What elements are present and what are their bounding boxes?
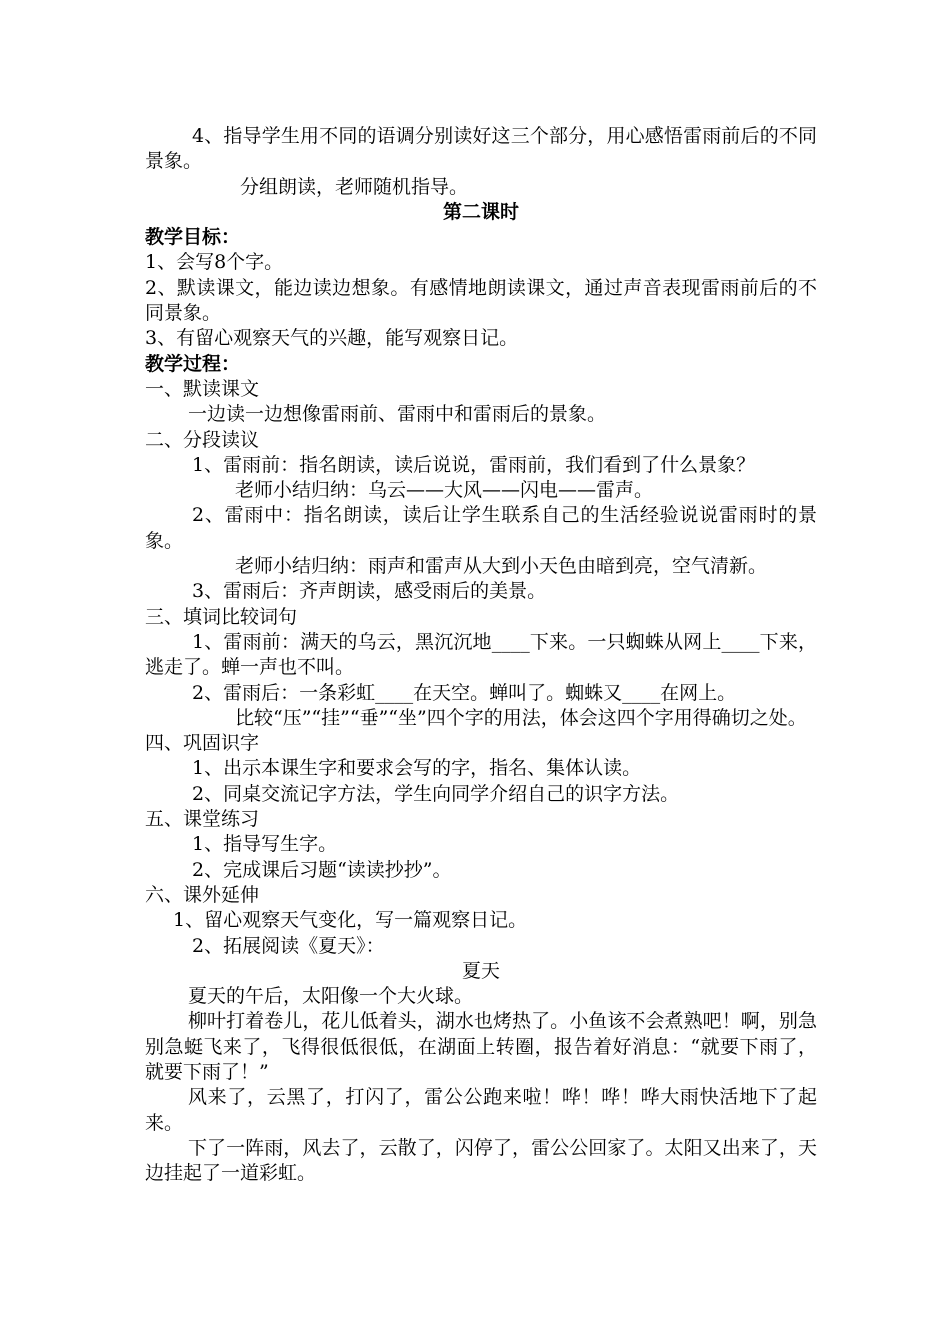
goals-heading: 教学目标： xyxy=(145,226,241,249)
section-5-item-1: 1、指导写生字。 xyxy=(192,833,338,856)
goal-2: 2、默读课文，能边读边想象。有感情地朗读课文，通过声音表现雷雨前后的不同景象。 xyxy=(145,276,817,325)
section-4-heading: 四、巩固识字 xyxy=(145,732,260,755)
section-4-item-2: 2、同桌交流记字方法，学生向同学介绍自己的识字方法。 xyxy=(192,782,680,805)
section-2-item-2: 2、雷雨中：指名朗读，读后让学生联系自己的生活经验说说雷雨时的景象。 xyxy=(145,504,817,552)
poem-paragraph-1: 夏天的午后，太阳像一个大火球。 xyxy=(188,985,474,1008)
section-2-item-3: 3、雷雨后：齐声朗读，感受雨后的美景。 xyxy=(192,580,547,603)
poem-paragraph-3: 风来了，云黑了，打闪了，雷公公跑来啦！哗！哗！哗大雨快活地下了起来。 xyxy=(145,1086,817,1134)
poem-title: 夏天 xyxy=(461,959,500,982)
group-reading-note: 分组朗读，老师随机指导。 xyxy=(240,175,469,198)
goal-3: 3、有留心观察天气的兴趣，能写观察日记。 xyxy=(145,327,519,350)
section-2-item-1: 1、雷雨前：指名朗读，读后说说，雷雨前，我们看到了什么景象？ xyxy=(192,453,756,476)
section-3-item-1: 1、雷雨前：满天的乌云，黑沉沉地____下来。一只蜘蛛从网上____下来，逃走了。蝉一声也不叫。 xyxy=(145,630,817,679)
lesson-title: 第二课时 xyxy=(442,200,519,223)
section-6-heading: 六、课外延伸 xyxy=(145,883,260,906)
section-6-item-1: 1、留心观察天气变化，写一篇观察日记。 xyxy=(173,909,528,932)
step-4-instruction: 4、指导学生用不同的语调分别读好这三个部分，用心感悟雷雨前后的不同景象。 xyxy=(145,125,817,173)
section-3-item-2: 2、雷雨后：一条彩虹____在天空。蝉叫了。蜘蛛又____在网上。 xyxy=(192,681,737,704)
section-5-item-2: 2、完成课后习题“读读抄抄”。 xyxy=(192,858,452,881)
process-heading: 教学过程： xyxy=(145,352,241,375)
section-2-heading: 二、分段读议 xyxy=(145,428,260,451)
section-6-item-2: 2、拓展阅读《夏天》： xyxy=(192,934,385,957)
section-4-item-1: 1、出示本课生字和要求会写的字，指名、集体认读。 xyxy=(192,757,642,780)
section-1-text: 一边读一边想像雷雨前、雷雨中和雷雨后的景象。 xyxy=(188,403,607,426)
poem-paragraph-2: 柳叶打着卷儿，花儿低着头，湖水也烤热了。小鱼该不会煮熟吧！啊，别急别急蜓飞来了，飞得很低很低，在湖面上转圈，报告着好消息：“就要下雨了，就要下雨了！” xyxy=(145,1010,817,1083)
section-2-summary-2: 老师小结归纳：雨声和雷声从大到小天色由暗到亮，空气清新。 xyxy=(235,555,768,578)
section-3-compare: 比较“压”“挂”“垂”“坐”四个字的用法，体会这四个字用得确切之处。 xyxy=(235,706,807,729)
goal-1: 1、会写8个字。 xyxy=(145,251,284,274)
poem-paragraph-4: 下了一阵雨，风去了，云散了，闪停了，雷公公回家了。太阳又出来了，天边挂起了一道彩虹。 xyxy=(145,1136,817,1185)
document-page xyxy=(145,124,817,1186)
section-3-heading: 三、填词比较词句 xyxy=(145,605,298,628)
section-2-summary-1: 老师小结归纳：乌云——大风——闪电——雷声。 xyxy=(235,479,654,502)
section-5-heading: 五、课堂练习 xyxy=(145,808,260,831)
section-1-heading: 一、默读课文 xyxy=(145,377,260,400)
